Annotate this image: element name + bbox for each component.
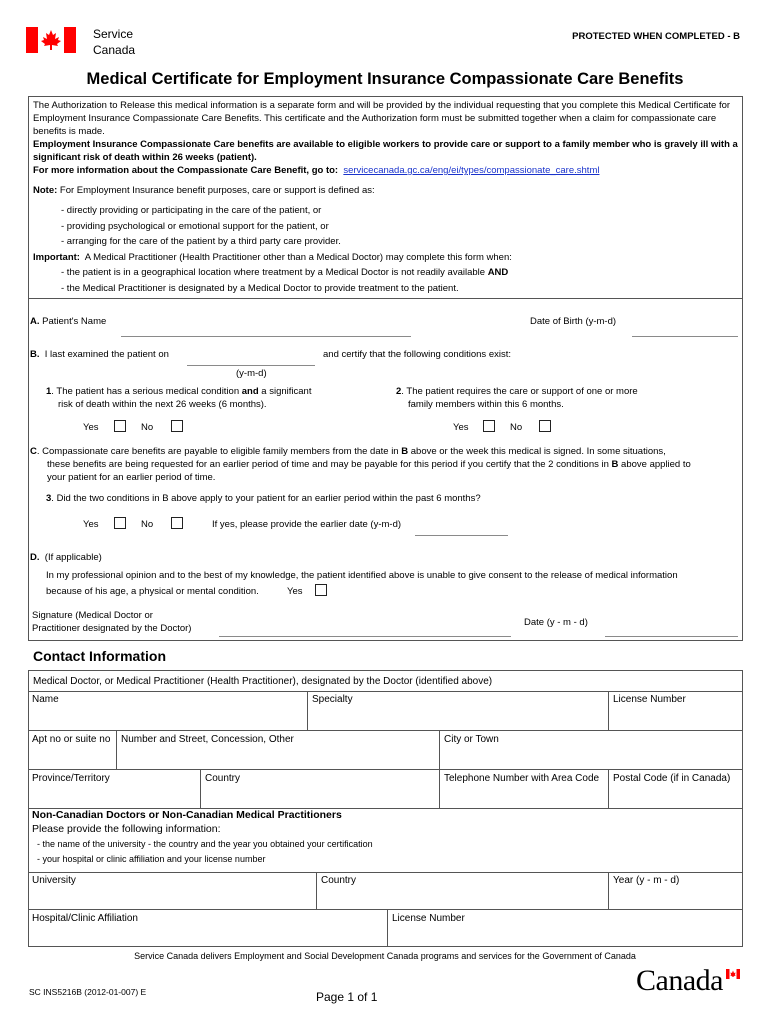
signature-line1: Signature (Medical Doctor or	[32, 610, 153, 621]
section-c-text	[30, 445, 740, 484]
condition-2-line2: family members within this 6 months.	[408, 399, 564, 410]
last-exam-date-field[interactable]	[187, 365, 315, 366]
org-line2: Canada	[93, 43, 136, 57]
nc-country-label: Country	[321, 875, 357, 886]
maple-leaf-flag-icon	[26, 27, 76, 53]
canada-flag-logo	[26, 27, 76, 53]
compassionate-care-link[interactable]: servicecanada.gc.ca/eng/ei/types/compassionate_care.shtml	[343, 165, 600, 176]
form-id: SC INS5216B (2012-01-007) E	[29, 987, 147, 997]
contact-heading: Contact Information	[33, 648, 166, 664]
intro-paragraph: The Authorization to Release this medical information is a separate form and will be provided by the individual requesting that you complete this Medical Certificate for Employment Insurance Compassionate Care Benefits. This certificate and the Authorization form must be submitted together when a claim for compassionate care benefits is made.	[33, 100, 731, 137]
consent-text-line2: because of his age, a physical or mental condition.	[46, 586, 259, 597]
important-item	[61, 266, 508, 279]
q2-no-label: No	[510, 422, 523, 433]
university-field[interactable]	[28, 872, 317, 910]
q3-yes-label: Yes	[83, 519, 99, 530]
eligibility-text: Employment Insurance Compassionate Care benefits are available to eligible workers to provide care or support to a family member who is gravely ill with a significant risk of death within 26 weeks (patient).	[33, 139, 738, 163]
page-title: Medical Certificate for Employment Insurance Compassionate Care Benefits	[86, 70, 684, 88]
consent-text-line1: In my professional opinion and to the best of my knowledge, the patient identified above is unable to give consent to the release of medical information	[46, 570, 678, 581]
org-line1: Service	[93, 27, 134, 41]
q3-no-label: No	[141, 519, 154, 530]
year-field[interactable]	[609, 872, 743, 910]
license-label: License Number	[613, 694, 686, 705]
certify-text: and certify that the following conditions exist:	[323, 349, 511, 360]
question-3	[46, 492, 481, 505]
q1-yes-label: Yes	[83, 422, 99, 433]
c-line1: . Compassionate care benefits are payable to eligible family members from the date in	[36, 446, 402, 457]
note-item: - directly providing or participating in the care of the patient, or	[61, 205, 322, 216]
section-d-letter: D.	[30, 552, 40, 563]
condition-1-num: 1	[46, 386, 52, 397]
more-info-label: For more information about the Compassionate Care Benefit, go to:	[33, 165, 339, 176]
important-label: Important:	[33, 252, 80, 263]
important-text: A Medical Practitioner (Health Practitioner other than a Medical Doctor) may complete this form when:	[84, 252, 512, 263]
license-number-field[interactable]	[609, 691, 743, 731]
signature-field[interactable]	[219, 636, 511, 637]
canada-wordmark-text: Canada	[636, 964, 723, 997]
protected-label: PROTECTED WHEN COMPLETED - B	[572, 31, 740, 42]
postal-label: Postal Code (if in Canada)	[613, 773, 731, 784]
earlier-date-label: If yes, please provide the earlier date (y-m-d)	[212, 519, 402, 530]
intro-divider	[28, 298, 743, 299]
q2-yes-label: Yes	[453, 422, 469, 433]
condition-1-and: and	[241, 386, 259, 397]
section-b-label	[30, 348, 169, 361]
section-a-letter: A.	[30, 316, 40, 327]
c-line2: these benefits are being requested for an earlier period of time and may be payable for this period if you certify that the 2 conditions in	[47, 459, 612, 470]
q2-yes-checkbox[interactable]	[483, 420, 495, 432]
province-field[interactable]	[28, 770, 201, 809]
postal-code-field[interactable]	[609, 770, 743, 809]
note-item: - providing psychological or emotional support for the patient, or	[61, 221, 329, 232]
city-label: City or Town	[444, 734, 499, 745]
last-exam-label: I last examined the patient on	[44, 349, 169, 360]
country-label: Country	[205, 773, 241, 784]
q1-no-label: No	[141, 422, 154, 433]
specialty-field[interactable]	[308, 691, 609, 731]
q3-num: 3	[46, 493, 52, 504]
q1-no-checkbox[interactable]	[171, 420, 183, 432]
apt-field[interactable]	[28, 731, 117, 770]
note-item: - arranging for the care of the patient by a third party care provider.	[61, 236, 341, 247]
patient-name-field[interactable]	[121, 336, 411, 337]
street-label: Number and Street, Concession, Other	[121, 734, 294, 745]
c-line1-b: B	[401, 446, 409, 457]
condition-2-text: . The patient requires the care or support of one or more	[401, 386, 638, 397]
note-label: Note:	[33, 185, 58, 196]
street-field[interactable]	[117, 731, 440, 770]
condition-2-num: 2	[396, 386, 402, 397]
dob-field[interactable]	[632, 336, 738, 337]
condition-1-text2: a significant	[258, 386, 312, 397]
city-field[interactable]	[440, 731, 743, 770]
q2-no-checkbox[interactable]	[539, 420, 551, 432]
nc-license-label: License Number	[392, 913, 465, 924]
section-c-letter: C	[30, 446, 37, 457]
noncanadian-sub: Please provide the following information:	[32, 823, 221, 835]
noncanadian-item: - your hospital or clinic affiliation and your license number	[37, 854, 266, 864]
province-label: Province/Territory	[32, 773, 110, 784]
condition-1-line2: risk of death within the next 26 weeks (6 months).	[58, 399, 267, 410]
c-line2-end: above applied to	[618, 459, 691, 470]
q1-yes-checkbox[interactable]	[114, 420, 126, 432]
footer-delivers: Service Canada delivers Employment and Social Development Canada programs and services for the Government of Canada	[134, 951, 636, 961]
form-main-box	[28, 96, 743, 641]
condition-1-text: . The patient has a serious medical condition	[51, 386, 242, 397]
wordmark-flag-icon	[726, 969, 740, 979]
c-line3: your patient for an earlier period of time.	[47, 472, 216, 483]
signature-label	[32, 609, 191, 635]
q3-no-checkbox[interactable]	[171, 517, 183, 529]
section-b-letter: B.	[30, 349, 40, 360]
signature-date-field[interactable]	[605, 636, 738, 637]
country-field[interactable]	[201, 770, 440, 809]
patient-name-label: Patient's Name	[42, 316, 107, 327]
c-line1-end: above or the week this medical is signed. In some situations,	[408, 446, 666, 457]
intro-eligibility	[33, 138, 739, 164]
signature-line2: Practitioner designated by the Doctor)	[32, 623, 192, 634]
earlier-date-field[interactable]	[415, 535, 508, 536]
page-number: Page 1 of 1	[316, 990, 378, 1004]
dob-label: Date of Birth (y-m-d)	[530, 316, 617, 327]
name-field[interactable]	[28, 691, 308, 731]
more-info-line	[33, 164, 739, 177]
contact-subheading: Medical Doctor, or Medical Practitioner (Health Practitioner), designated by the Doctor (identified above)	[33, 676, 493, 687]
important-item1-text: - the patient is in a geographical location where treatment by a Medical Doctor is not readily available	[61, 267, 486, 278]
consent-yes-checkbox[interactable]	[315, 584, 327, 596]
apt-label: Apt no or suite no	[32, 734, 111, 745]
nc-country-field[interactable]	[317, 872, 609, 910]
important-item: - the Medical Practitioner is designated by a Medical Doctor to provide treatment to the patient.	[61, 283, 459, 294]
specialty-label: Specialty	[312, 694, 353, 705]
section-d-label	[30, 551, 102, 564]
consent-yes-label: Yes	[287, 586, 303, 597]
canada-wordmark	[636, 965, 723, 997]
nc-license-field[interactable]	[388, 910, 743, 947]
name-label: Name	[32, 694, 59, 705]
university-label: University	[32, 875, 76, 886]
c-line2-b: B	[611, 459, 619, 470]
note-text: For Employment Insurance benefit purposes, care or support is defined as:	[59, 185, 375, 196]
date-format-hint: (y-m-d)	[236, 368, 267, 379]
condition-1	[46, 385, 346, 411]
condition-2	[396, 385, 716, 411]
section-a-label	[30, 315, 106, 328]
if-applicable: (If applicable)	[44, 552, 102, 563]
hospital-field[interactable]	[28, 910, 388, 947]
important-and: AND	[487, 267, 509, 278]
phone-field[interactable]	[440, 770, 609, 809]
q3-text: . Did the two conditions in B above apply to your patient for an earlier period within the past 6 months?	[51, 493, 481, 504]
note-line	[33, 184, 375, 197]
q3-yes-checkbox[interactable]	[114, 517, 126, 529]
noncanadian-heading: Non-Canadian Doctors or Non-Canadian Medical Practitioners	[32, 809, 342, 821]
hospital-label: Hospital/Clinic Affiliation	[32, 913, 138, 924]
noncanadian-item: - the name of the university - the country and the year you obtained your certification	[37, 839, 373, 849]
service-canada-wordmark	[93, 26, 135, 58]
signature-date-label: Date (y - m - d)	[524, 617, 588, 628]
phone-label: Telephone Number with Area Code	[444, 773, 600, 784]
important-line	[33, 251, 512, 264]
year-label: Year (y - m - d)	[613, 875, 680, 886]
